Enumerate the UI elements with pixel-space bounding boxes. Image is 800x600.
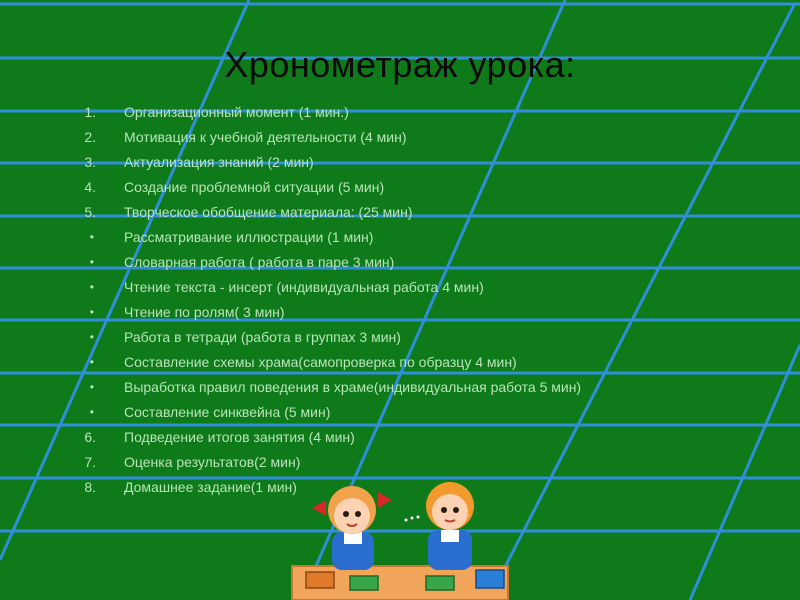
bullet-marker: • [89, 305, 94, 319]
bullet-marker: • [89, 255, 94, 269]
bullet-marker: • [89, 230, 94, 244]
list-item-text: Оценка результатов(2 мин) [124, 454, 301, 470]
list-item [0, 275, 800, 300]
girl-figure [312, 486, 392, 570]
list-item-text: Актуализация знаний (2 мин) [124, 154, 314, 170]
bullet-marker: • [89, 330, 94, 344]
bullet-marker: • [89, 355, 94, 369]
slide-title: Хронометраж урока: [224, 44, 576, 85]
list-item-text: Чтение текста - инсерт (индивидуальная работа 4 мин) [124, 279, 484, 295]
children-at-desk-illustration [290, 470, 510, 600]
list-item [0, 200, 800, 225]
list-marker: 1. [84, 104, 96, 120]
list-marker: 7. [84, 454, 96, 470]
list-item [0, 350, 800, 375]
list-item [0, 225, 800, 250]
list-item-text: Домашнее задание(1 мин) [124, 479, 297, 495]
list-item-text: Создание проблемной ситуации (5 мин) [124, 179, 385, 195]
list-item [0, 375, 800, 400]
list-marker: 8. [84, 479, 96, 495]
list-item-text: Чтение по ролям( 3 мин) [124, 304, 285, 320]
bullet-marker: • [89, 380, 94, 394]
list-item-text: Творческое обобщение материала: (25 мин) [124, 204, 413, 220]
list-item-text: Составление схемы храма(самопроверка по образцу 4 мин) [124, 354, 517, 370]
bullet-marker: • [89, 280, 94, 294]
list-item-text: Словарная работа ( работа в паре 3 мин) [124, 254, 395, 270]
list-item [0, 425, 800, 450]
list-item [0, 125, 800, 150]
list-item-text: Организационный момент (1 мин.) [124, 104, 349, 120]
list-marker: 6. [84, 429, 96, 445]
agenda-list [0, 100, 800, 500]
list-item [0, 175, 800, 200]
list-item-text: Подведение итогов занятия (4 мин) [124, 429, 355, 445]
bullet-marker: • [89, 405, 94, 419]
list-item-text: Выработка правил поведения в храме(индивидуальная работа 5 мин) [124, 379, 582, 395]
list-marker: 5. [84, 204, 96, 220]
list-marker: 4. [84, 179, 96, 195]
list-item [0, 250, 800, 275]
list-item [0, 100, 800, 125]
boy-figure [405, 482, 475, 570]
list-item-text: Мотивация к учебной деятельности (4 мин) [124, 129, 407, 145]
list-item [0, 300, 800, 325]
list-item [0, 325, 800, 350]
list-item [0, 400, 800, 425]
list-item [0, 150, 800, 175]
list-item-text: Составление синквейна (5 мин) [124, 404, 331, 420]
list-item-text: Рассматривание иллюстрации (1 мин) [124, 229, 374, 245]
list-marker: 3. [84, 154, 96, 170]
list-marker: 2. [84, 129, 96, 145]
list-item-text: Работа в тетради (работа в группах 3 мин) [124, 329, 401, 345]
